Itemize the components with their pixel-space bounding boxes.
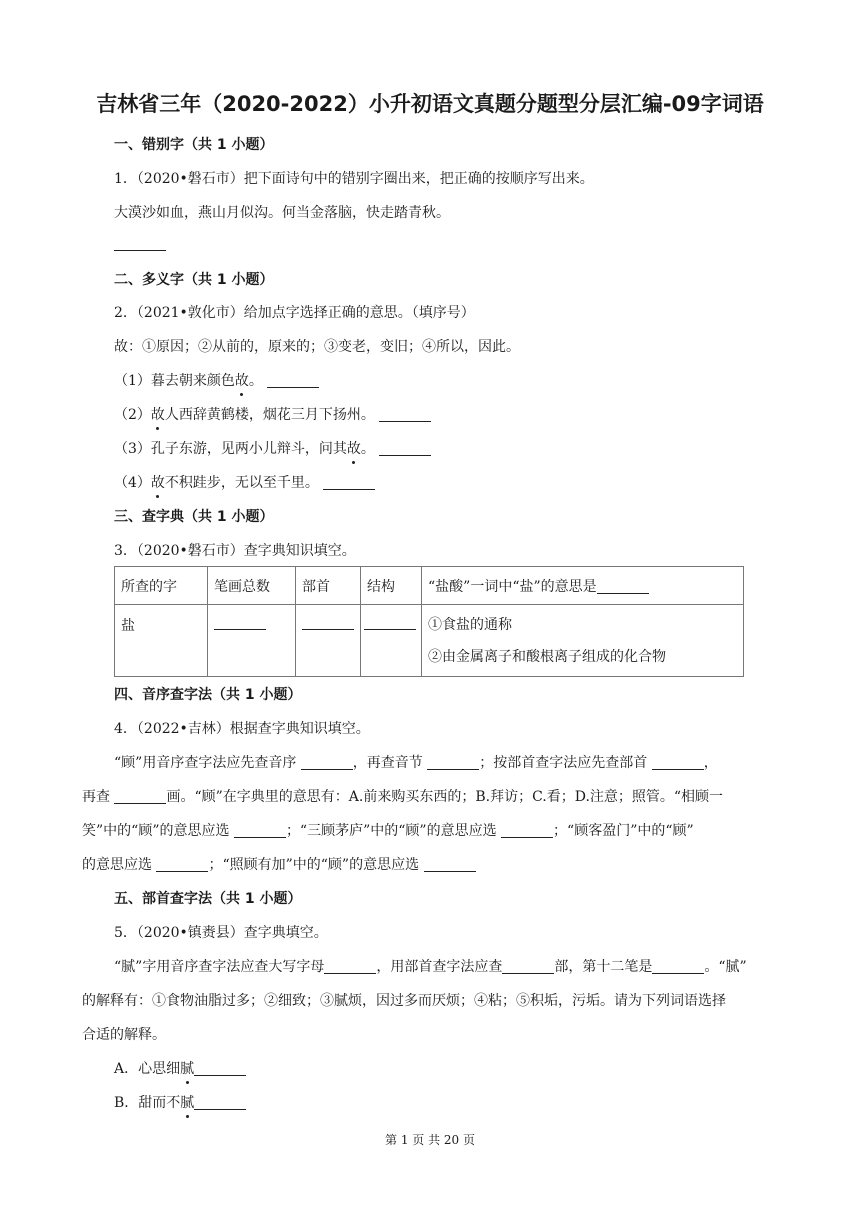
question-5-item-b	[114, 1093, 246, 1113]
answer-blank[interactable]	[597, 579, 649, 594]
question-2-item-3	[114, 439, 431, 459]
question-1-poem: 大漠沙如血，燕山月似沟。何当金落脑，快走踏青秋。	[114, 205, 450, 221]
dotted-char: 故	[150, 475, 165, 491]
table-header-cell: 结构	[361, 567, 422, 605]
item-text: （1）暮去朝来颜色	[114, 373, 235, 389]
question-1: 1．（2020•磐石市）把下面诗句中的错别字圈出来，把正确的按顺序写出来。	[114, 171, 594, 187]
answer-blank[interactable]	[302, 615, 354, 630]
paragraph-text: “顾”用音序查字法应先查音序	[114, 755, 297, 771]
answer-blank[interactable]	[424, 857, 476, 872]
paragraph-text: ；“三顾茅庐”中的“顾”的意思应选	[285, 823, 497, 839]
dictionary-table	[114, 566, 744, 677]
answer-blank[interactable]	[379, 407, 431, 422]
section-heading-3: 三、查字典（共 1 小题）	[114, 509, 274, 525]
item-text: （4）	[114, 475, 151, 491]
meaning-2: ②由金属离子和酸根离子组成的化合物	[428, 649, 666, 665]
question-4: 4．（2022•吉林）根据查字典知识填空。	[114, 721, 370, 737]
paragraph-text: 部，第十二笔是	[554, 959, 653, 975]
paragraph-text: ，	[703, 755, 718, 771]
paragraph-text: 笑”中的“顾”的意思应选	[82, 823, 230, 839]
item-text: 不积跬步，无以至千里。	[164, 475, 319, 491]
table-cell	[208, 605, 296, 677]
question-5-line-3: 合适的解释。	[82, 1027, 166, 1043]
question-5-line-1	[114, 957, 747, 977]
table-cell-meanings	[422, 605, 744, 677]
table-header-cell: 部首	[296, 567, 361, 605]
question-4-line-3	[82, 821, 694, 841]
item-text: 。	[360, 441, 375, 457]
question-2: 2．（2021•敦化市）给加点字选择正确的意思。（填序号）	[114, 305, 475, 321]
answer-blank[interactable]	[156, 857, 208, 872]
dotted-char: 故	[346, 441, 361, 457]
paragraph-text: 画。“顾”在字典里的意思有：A.前来购买东西的；B.拜访；C.看；D.注意；照管。“相顾一	[166, 789, 724, 805]
question-2-item-2	[114, 405, 431, 425]
answer-blank[interactable]	[114, 789, 166, 804]
item-text: 人西辞黄鹤楼，烟花三月下扬州。	[164, 407, 375, 423]
answer-blank[interactable]	[324, 959, 376, 974]
item-text: （3）孔子东游，见两小儿辩斗，问其	[114, 441, 347, 457]
question-5: 5．（2020•镇赉县）查字典填空。	[114, 925, 328, 941]
item-text: B．甜而不	[114, 1095, 181, 1111]
section-heading-4: 四、音序查字法（共 1 小题）	[114, 687, 302, 703]
table-header-cell: 笔画总数	[208, 567, 296, 605]
document-title: 吉林省三年（2020-2022）小升初语文真题分题型分层汇编-09字词语	[96, 92, 764, 116]
dotted-char: 故	[150, 407, 165, 423]
paragraph-text: 的意思应选	[82, 857, 152, 873]
section-heading-2: 二、多义字（共 1 小题）	[114, 272, 274, 288]
answer-blank[interactable]	[652, 755, 704, 770]
answer-blank[interactable]	[194, 1061, 246, 1076]
answer-blank[interactable]	[301, 755, 353, 770]
question-2-item-1	[114, 371, 319, 391]
paragraph-text: ；“顾客盈门”中的“顾”	[553, 823, 694, 839]
section-heading-5: 五、部首查字法（共 1 小题）	[114, 891, 302, 907]
paragraph-text: 再查	[82, 789, 110, 805]
answer-blank[interactable]	[234, 823, 286, 838]
meaning-1: ①食盐的通称	[428, 617, 512, 633]
question-4-line-1	[114, 753, 718, 773]
table-cell	[361, 605, 422, 677]
answer-blank[interactable]	[323, 475, 375, 490]
question-5-line-2: 的解释有：①食物油脂过多；②细致；③腻烦，因过多而厌烦；④粘；⑤积垢，污垢。请为下列词语选择	[82, 993, 726, 1009]
table-header-cell: 所查的字	[115, 567, 208, 605]
table-header-cell	[422, 567, 744, 605]
dotted-char: 腻	[180, 1095, 195, 1111]
dotted-char: 腻	[180, 1061, 195, 1077]
question-3: 3．（2020•磐石市）查字典知识填空。	[114, 543, 356, 559]
question-2-item-4	[114, 473, 375, 493]
answer-blank[interactable]	[214, 615, 266, 630]
question-4-line-4	[82, 855, 476, 875]
answer-blank[interactable]	[502, 959, 554, 974]
page-footer: 第 1 页 共 20 页	[385, 1133, 475, 1147]
header-question: “盐酸”一词中“盐”的意思是	[428, 579, 597, 595]
table-cell	[296, 605, 361, 677]
paragraph-text: ；按部首查字法应先查部首	[479, 755, 648, 771]
answer-blank[interactable]	[379, 441, 431, 456]
answer-blank[interactable]	[267, 373, 319, 388]
answer-blank[interactable]	[194, 1095, 246, 1110]
item-text: 。	[248, 373, 263, 389]
question-2-options: 故：①原因；②从前的，原来的；③变老，变旧；④所以，因此。	[114, 339, 520, 355]
answer-blank[interactable]	[364, 615, 416, 630]
item-text: （2）	[114, 407, 151, 423]
section-heading-1: 一、错别字（共 1 小题）	[114, 137, 274, 153]
paragraph-text: ，再查音节	[352, 755, 423, 771]
dotted-char: 故	[234, 373, 249, 389]
answer-blank[interactable]	[652, 959, 704, 974]
question-4-line-2	[82, 787, 723, 807]
paragraph-text: ；“照顾有加”中的“顾”的意思应选	[208, 857, 420, 873]
table-cell-char: 盐	[115, 605, 208, 677]
paragraph-text: ，用部首查字法应查	[376, 959, 503, 975]
answer-blank[interactable]	[427, 755, 479, 770]
answer-blank[interactable]	[501, 823, 553, 838]
question-1-answer	[114, 234, 166, 254]
answer-blank[interactable]	[114, 236, 166, 251]
question-5-item-a	[114, 1059, 246, 1079]
paragraph-text: 。“腻”	[704, 959, 747, 975]
paragraph-text: “腻”字用音序查字法应查大写字母	[114, 959, 325, 975]
item-text: A．心思细	[114, 1061, 181, 1077]
